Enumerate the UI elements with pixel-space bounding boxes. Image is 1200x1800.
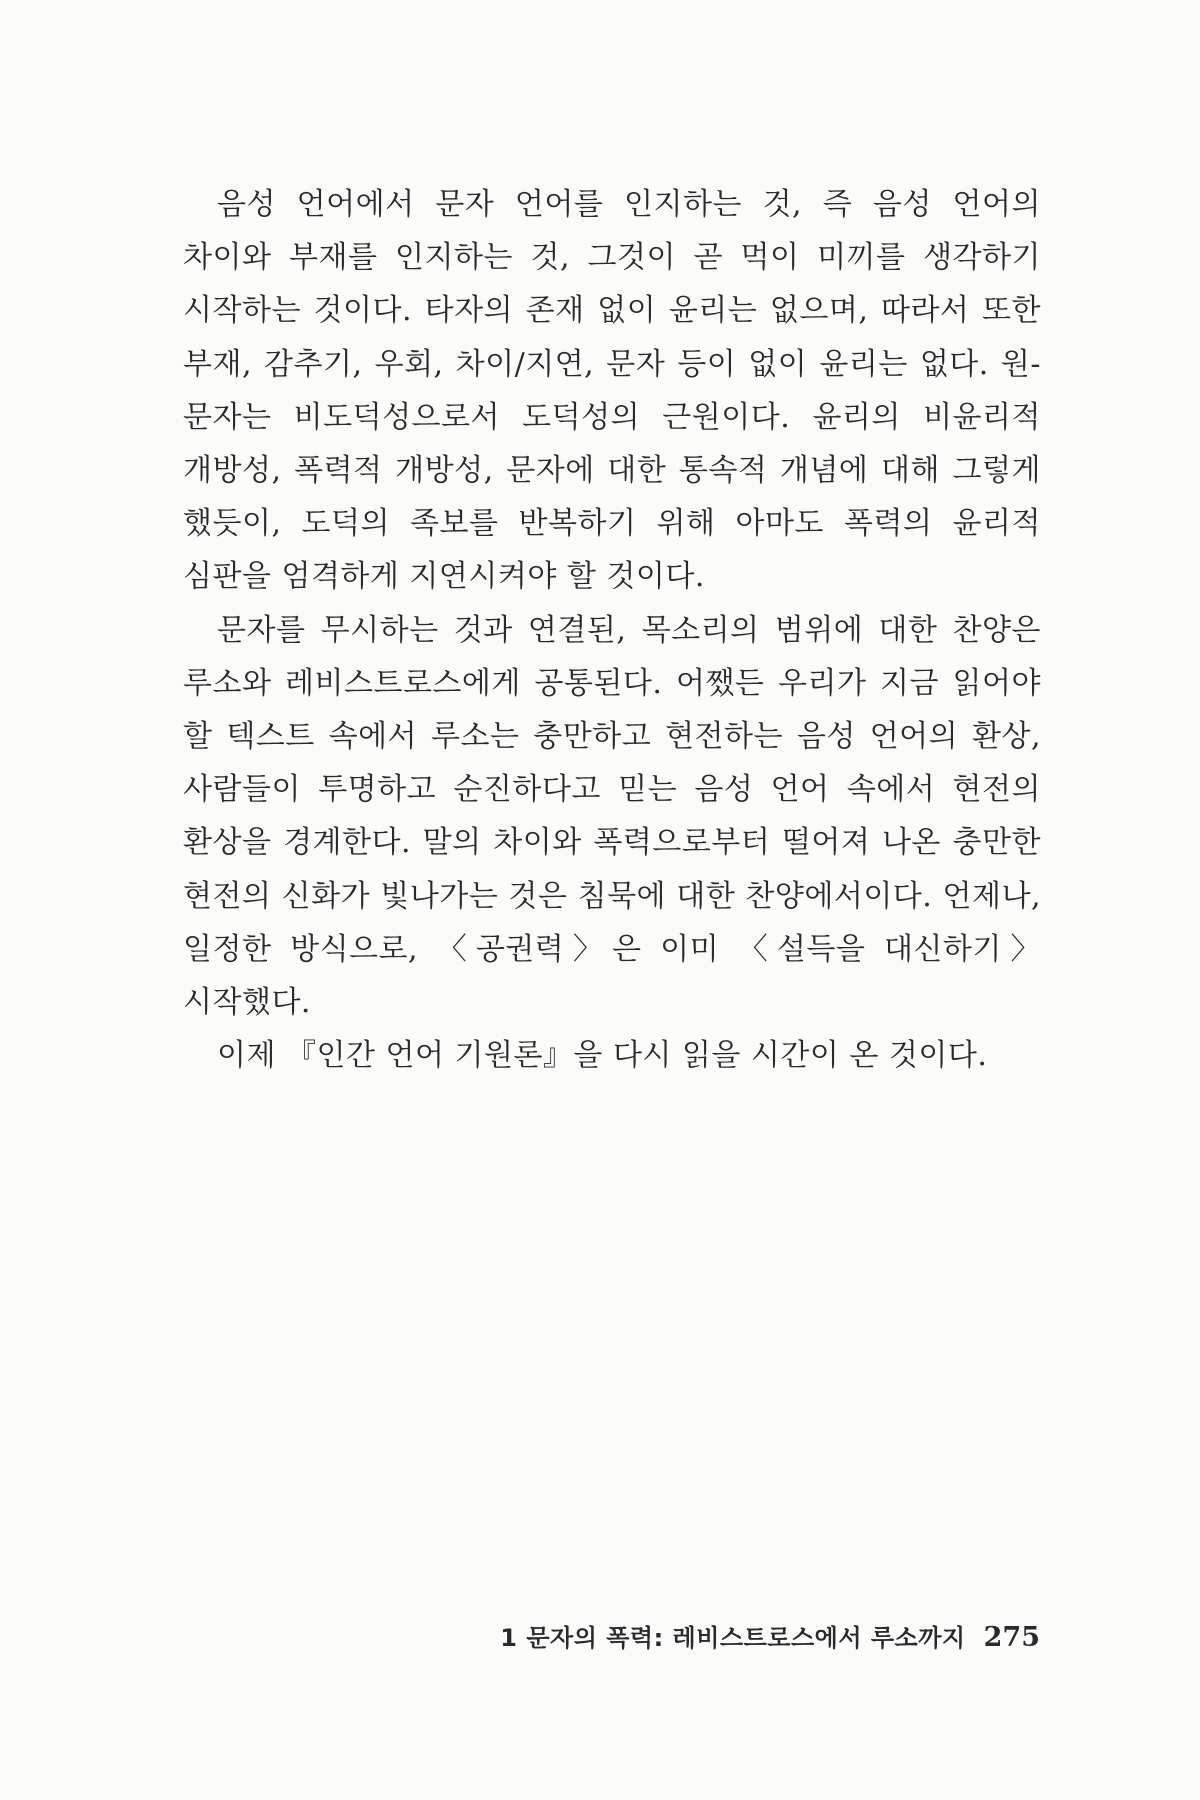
paragraph: 음성 언어에서 문자 언어를 인지하는 것, 즉 음성 언어의 차이와 부재를 인지하는 것, 그것이 곧 먹이 미끼를 생각하기 시작하는 것이다. 타자의 존재 없이 윤리는 없으며, 따라서 또한 부재, 감추기, 우회, 차이/지연, 문자 등이 없이 윤리는 없다. 원-문자는 비도덕성으로서 도덕성의 근원이다. 윤리의 비윤리적 개방성, 폭력적 개방성, 문자에 대한 통속적 개념에 대해 그렇게 했듯이, 도덕의 족보를 반복하기 위해 아마도 폭력의 윤리적 심판을 엄격하게 지연시켜야 할 것이다. — [183, 187, 1041, 595]
paragraph: 문자를 무시하는 것과 연결된, 목소리의 범위에 대한 찬양은 루소와 레비스트로스에게 공통된다. 어쨌든 우리가 지금 읽어야 할 텍스트 속에서 루소는 충만하고 현전하는 음성 언어의 환상, 사람들이 투명하고 순진하다고 믿는 음성 언어 속에서 현전의 환상을 경계한다. 말의 차이와 폭력으로부터 떨어져 나온 충만한 현전의 신화가 빛나가는 것은 침묵에 대한 찬양에서이다. 언제나, 일정한 방식으로, 〈공권력〉은 이미 〈설득을 대신하기〉 시작했다. — [183, 612, 1041, 1021]
running-footer — [470, 1618, 1040, 1662]
chapter-title: 1 문자의 폭력: 레비스트로스에서 루소까지 — [500, 1624, 966, 1652]
page-number: 275 — [983, 1622, 1040, 1653]
body-text — [183, 178, 1041, 1082]
paragraph: 이제 『인간 언어 기원론』을 다시 읽을 시간이 온 것이다. — [217, 1038, 988, 1074]
